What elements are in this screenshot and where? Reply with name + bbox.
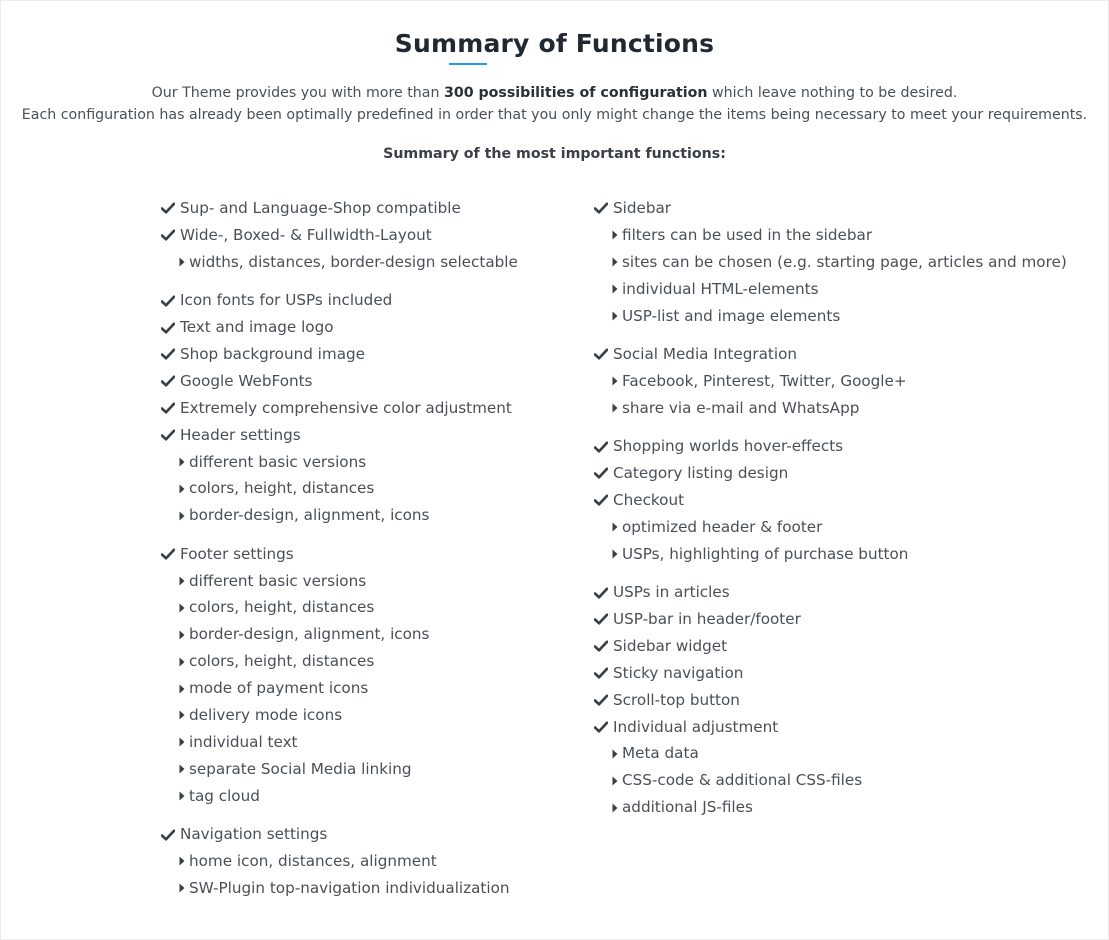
intro-line-1-end: which leave nothing to be desired.: [707, 85, 958, 101]
feature-subitem: [161, 594, 518, 621]
feature-subitem: [161, 783, 518, 810]
caret-right-icon: [179, 649, 189, 675]
feature-subitem: [161, 249, 518, 276]
feature-item: [161, 195, 518, 222]
feature-subitem-label: USPs, highlighting of purchase button: [622, 544, 909, 563]
caret-right-icon: [612, 514, 622, 540]
feature-subitem: [161, 848, 518, 875]
title-underline: [449, 63, 487, 65]
feature-subitem: [161, 621, 518, 648]
feature-subitem: [594, 303, 1067, 330]
feature-subitem-label: Meta data: [622, 744, 699, 763]
feature-subitem-label: separate Social Media linking: [189, 759, 412, 778]
feature-subitem: [161, 702, 518, 729]
caret-right-icon: [179, 848, 189, 874]
caret-right-icon: [612, 795, 622, 821]
feature-item: [594, 195, 1067, 222]
feature-label: Shopping worlds hover-effects: [613, 437, 844, 456]
check-icon: [594, 434, 613, 460]
check-icon: [594, 660, 613, 686]
feature-subitem-label: share via e-mail and WhatsApp: [622, 398, 860, 417]
caret-right-icon: [612, 276, 622, 302]
feature-subitem: [594, 276, 1067, 303]
check-icon: [594, 195, 613, 221]
feature-label: Social Media Integration: [613, 344, 797, 363]
caret-right-icon: [179, 756, 189, 782]
feature-label: Footer settings: [180, 544, 294, 563]
feature-subitem-label: CSS-code & additional CSS-files: [622, 771, 863, 790]
feature-subitem: [161, 675, 518, 702]
caret-right-icon: [612, 395, 622, 421]
check-icon: [161, 195, 180, 221]
feature-label: Scroll-top button: [613, 690, 740, 709]
feature-item: [594, 579, 1067, 606]
intro-line-1: [1, 83, 1108, 105]
feature-label: Wide-, Boxed- & Fullwidth-Layout: [180, 225, 432, 244]
feature-item: [161, 287, 518, 314]
functions-column-left: [161, 195, 518, 913]
check-icon: [161, 395, 180, 421]
feature-label: Shop background image: [180, 344, 365, 363]
feature-subitem-label: individual HTML-elements: [622, 279, 819, 298]
intro-text: [1, 83, 1108, 126]
feature-label: Sup- and Language-Shop compatible: [180, 199, 461, 217]
feature-subitem-label: different basic versions: [189, 452, 367, 471]
feature-subitem: [594, 541, 1067, 568]
check-icon: [594, 580, 613, 606]
feature-item: [594, 341, 1067, 368]
feature-item: [161, 368, 518, 395]
feature-subitem-label: additional JS-files: [622, 798, 753, 817]
check-icon: [161, 541, 180, 567]
check-icon: [161, 422, 180, 448]
check-icon: [594, 606, 613, 632]
feature-subitem-label: colors, height, distances: [189, 479, 375, 498]
feature-group: [594, 433, 1067, 567]
feature-subitem: [161, 502, 518, 529]
caret-right-icon: [179, 449, 189, 475]
feature-group: [161, 541, 518, 810]
feature-subitem-label: filters can be used in the sidebar: [622, 225, 873, 244]
feature-item: [594, 606, 1067, 633]
feature-item: [594, 687, 1067, 714]
feature-subitem-label: tag cloud: [189, 786, 260, 805]
feature-item: [594, 460, 1067, 487]
check-icon: [594, 460, 613, 486]
feature-label: Individual adjustment: [613, 717, 779, 736]
feature-subitem: [161, 648, 518, 675]
feature-subitem: [594, 794, 1067, 821]
feature-group: [161, 195, 518, 276]
functions-subheading: Summary of the most important functions:: [383, 146, 726, 162]
feature-subitem-label: colors, height, distances: [189, 598, 375, 617]
feature-item: [161, 341, 518, 368]
caret-right-icon: [179, 476, 189, 502]
caret-right-icon: [179, 875, 189, 901]
caret-right-icon: [179, 702, 189, 728]
check-icon: [161, 822, 180, 848]
title-block: [1, 29, 1108, 65]
feature-subitem-label: individual text: [189, 732, 298, 751]
caret-right-icon: [612, 541, 622, 567]
feature-subitem-label: delivery mode icons: [189, 706, 343, 725]
feature-item: [161, 314, 518, 341]
check-icon: [161, 368, 180, 394]
feature-subitem: [594, 395, 1067, 422]
feature-subitem: [594, 514, 1067, 541]
intro-highlight: 300 possibilities of configuration: [443, 85, 708, 101]
feature-item: [161, 541, 518, 568]
feature-label: Checkout: [613, 490, 685, 509]
check-icon: [161, 341, 180, 367]
intro-line-1-start: Our Theme provides you with more than: [151, 85, 444, 101]
caret-right-icon: [179, 595, 189, 621]
feature-subitem: [594, 368, 1067, 395]
caret-right-icon: [179, 676, 189, 702]
page-title: Summary of Functions: [394, 29, 715, 58]
caret-right-icon: [179, 729, 189, 755]
caret-right-icon: [612, 249, 622, 275]
feature-label: USPs in articles: [613, 583, 730, 602]
feature-item: [161, 395, 518, 422]
feature-subitem-label: colors, height, distances: [189, 652, 375, 671]
caret-right-icon: [179, 568, 189, 594]
caret-right-icon: [179, 503, 189, 529]
feature-label: Category listing design: [613, 464, 789, 483]
feature-subitem-label: sites can be chosen (e.g. starting page, articles and more): [622, 252, 1067, 271]
feature-subitem-label: border-design, alignment, icons: [189, 625, 430, 644]
feature-item: [161, 422, 518, 449]
feature-subitem-label: mode of payment icons: [189, 679, 369, 698]
feature-label: Header settings: [180, 425, 301, 444]
feature-subitem-label: border-design, alignment, icons: [189, 506, 430, 525]
feature-item: [594, 660, 1067, 687]
feature-label: Icon fonts for USPs included: [180, 291, 393, 310]
feature-group: [594, 341, 1067, 422]
feature-item: [594, 433, 1067, 460]
feature-subitem: [161, 729, 518, 756]
feature-subitem: [594, 740, 1067, 767]
feature-label: Navigation settings: [180, 825, 328, 844]
feature-subitem: [161, 756, 518, 783]
intro-line-2: Each configuration has already been optimally predefined in order that you only might change the items being necessary to meet your requirements.: [21, 106, 1088, 123]
feature-subitem: [594, 249, 1067, 276]
caret-right-icon: [179, 249, 189, 275]
feature-label: Sidebar: [613, 199, 672, 217]
feature-subitem: [161, 449, 518, 476]
feature-label: Google WebFonts: [180, 371, 313, 390]
caret-right-icon: [612, 368, 622, 394]
feature-subitem-label: home icon, distances, alignment: [189, 851, 437, 870]
caret-right-icon: [612, 303, 622, 329]
feature-subitem: [161, 475, 518, 502]
check-icon: [594, 487, 613, 513]
feature-subitem: [161, 875, 518, 902]
check-icon: [594, 341, 613, 367]
feature-label: USP-bar in header/footer: [613, 609, 801, 628]
feature-subitem-label: optimized header & footer: [622, 517, 823, 536]
feature-subitem-label: widths, distances, border-design selectable: [189, 252, 518, 271]
feature-subitem: [161, 568, 518, 595]
caret-right-icon: [612, 741, 622, 767]
functions-column-right: [594, 195, 1067, 833]
feature-group: [594, 195, 1067, 329]
caret-right-icon: [612, 768, 622, 794]
feature-item: [594, 633, 1067, 660]
feature-label: Sticky navigation: [613, 663, 744, 682]
feature-subitem: [594, 222, 1067, 249]
feature-group: [161, 287, 518, 529]
feature-item: [594, 714, 1067, 741]
check-icon: [161, 315, 180, 341]
caret-right-icon: [179, 783, 189, 809]
feature-item: [161, 222, 518, 249]
feature-item: [161, 821, 518, 848]
feature-label: Text and image logo: [180, 318, 334, 337]
check-icon: [161, 222, 180, 248]
feature-subitem-label: SW-Plugin top-navigation individualization: [189, 878, 510, 897]
feature-item: [594, 487, 1067, 514]
feature-label: Sidebar widget: [613, 636, 728, 655]
feature-group: [161, 821, 518, 902]
check-icon: [161, 288, 180, 314]
feature-subitem: [594, 767, 1067, 794]
feature-subitem-label: different basic versions: [189, 571, 367, 590]
check-icon: [594, 687, 613, 713]
feature-group: [594, 579, 1067, 821]
caret-right-icon: [612, 222, 622, 248]
feature-subitem-label: Facebook, Pinterest, Twitter, Google+: [622, 371, 907, 390]
caret-right-icon: [179, 622, 189, 648]
feature-label: Extremely comprehensive color adjustment: [180, 398, 512, 417]
check-icon: [594, 714, 613, 740]
check-icon: [594, 633, 613, 659]
feature-subitem-label: USP-list and image elements: [622, 306, 841, 325]
